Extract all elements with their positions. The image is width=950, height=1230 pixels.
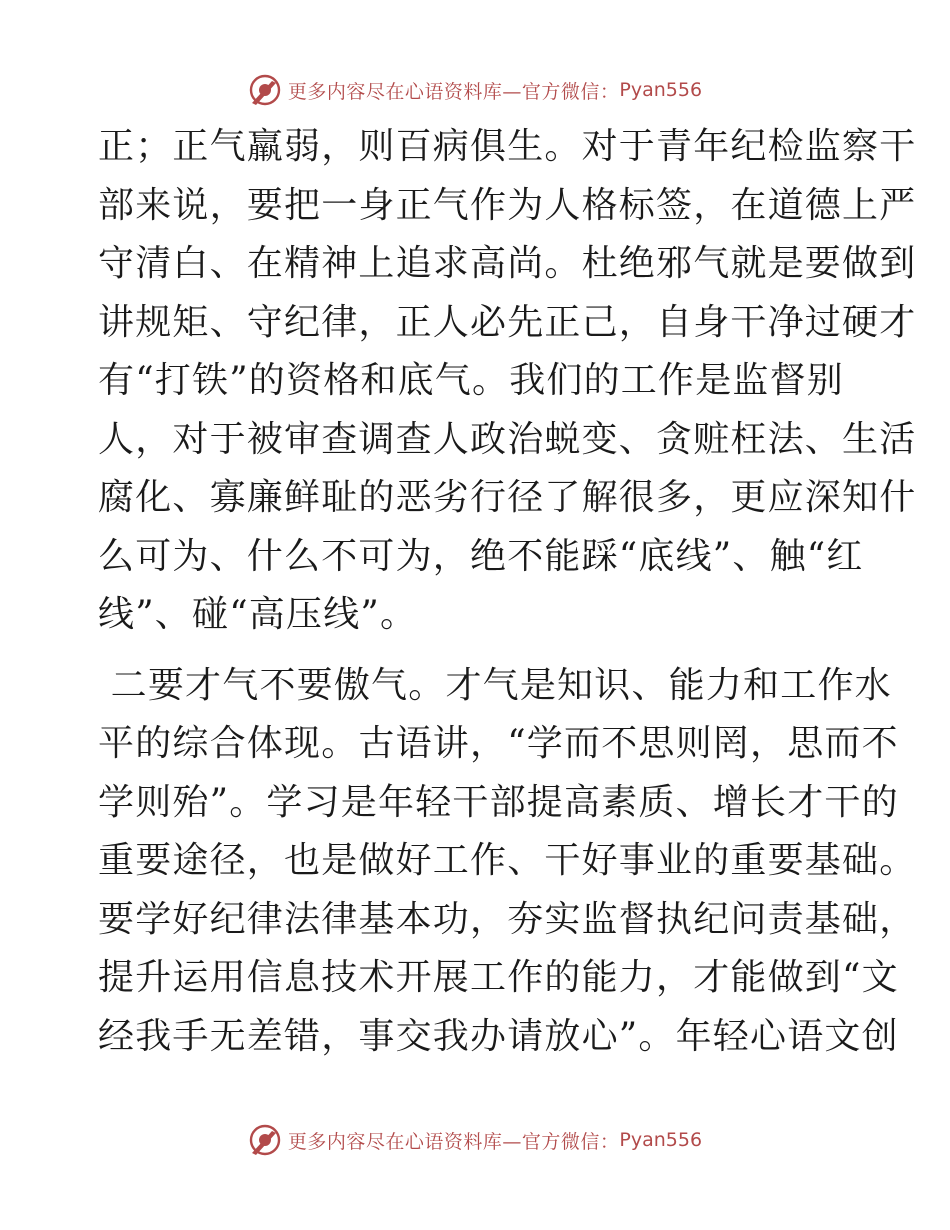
text-line: 平的综合体现。古语讲，“学而不思则罔，思而不 — [98, 723, 899, 764]
text-line: 讲规矩、守纪律，正人必先正己，自身干净过硬才 — [98, 301, 917, 343]
watermark-text: 更多内容尽在心语资料库—官方微信： — [287, 1130, 620, 1153]
paragraph-1 — [98, 118, 917, 645]
text-line: 重要途径，也是做好工作、干好事业的重要基础。 — [98, 840, 917, 881]
paragraph-2 — [98, 657, 917, 1067]
text-line: 有“打铁”的资格和底气。我们的工作是监督别 — [98, 360, 845, 401]
footer-watermark-banner — [0, 1120, 950, 1160]
text-line: 线”、碰“高压线”。 — [98, 594, 418, 635]
watermark-text: 更多内容尽在心语资料库—官方微信： — [287, 80, 620, 103]
text-line: 腐化、寡廉鲜耻的恶劣行径了解很多，更应深知什 — [98, 477, 917, 518]
header-watermark-banner — [0, 70, 950, 110]
text-line: 提升运用信息技术开展工作的能力，才能做到“文 — [98, 957, 899, 998]
text-line: 要学好纪律法律基本功，夯实监督执纪问责基础， — [98, 898, 917, 940]
text-line: 么可为、什么不可为，绝不能踩“底线”、触“红 — [98, 535, 864, 577]
pen-circle-logo-icon — [248, 73, 282, 107]
pen-circle-logo-icon — [248, 1123, 282, 1157]
text-line: 正；正气羸弱，则百病俱生。对于青年纪检监察干 — [98, 126, 917, 167]
text-line: 部来说，要把一身正气作为人格标签，在道德上严 — [98, 184, 917, 226]
paragraph-gap — [98, 645, 858, 657]
text-line: 学则殆”。学习是年轻干部提高素质、增长才干的 — [98, 781, 899, 823]
watermark-wechat-id: Pyan556 — [619, 1129, 703, 1151]
watermark-wechat-id: Pyan556 — [619, 79, 703, 101]
text-line: 二要才气不要傲气。才气是知识、能力和工作水 — [98, 664, 892, 706]
document-body — [98, 118, 917, 1066]
text-line: 经我手无差错，事交我办请放心”。年轻心语文创 — [98, 1015, 899, 1057]
text-line: 守清白、在精神上追求高尚。杜绝邪气就是要做到 — [98, 243, 917, 284]
text-line: 人，对于被审查调查人政治蜕变、贪赃枉法、生活 — [98, 418, 917, 460]
